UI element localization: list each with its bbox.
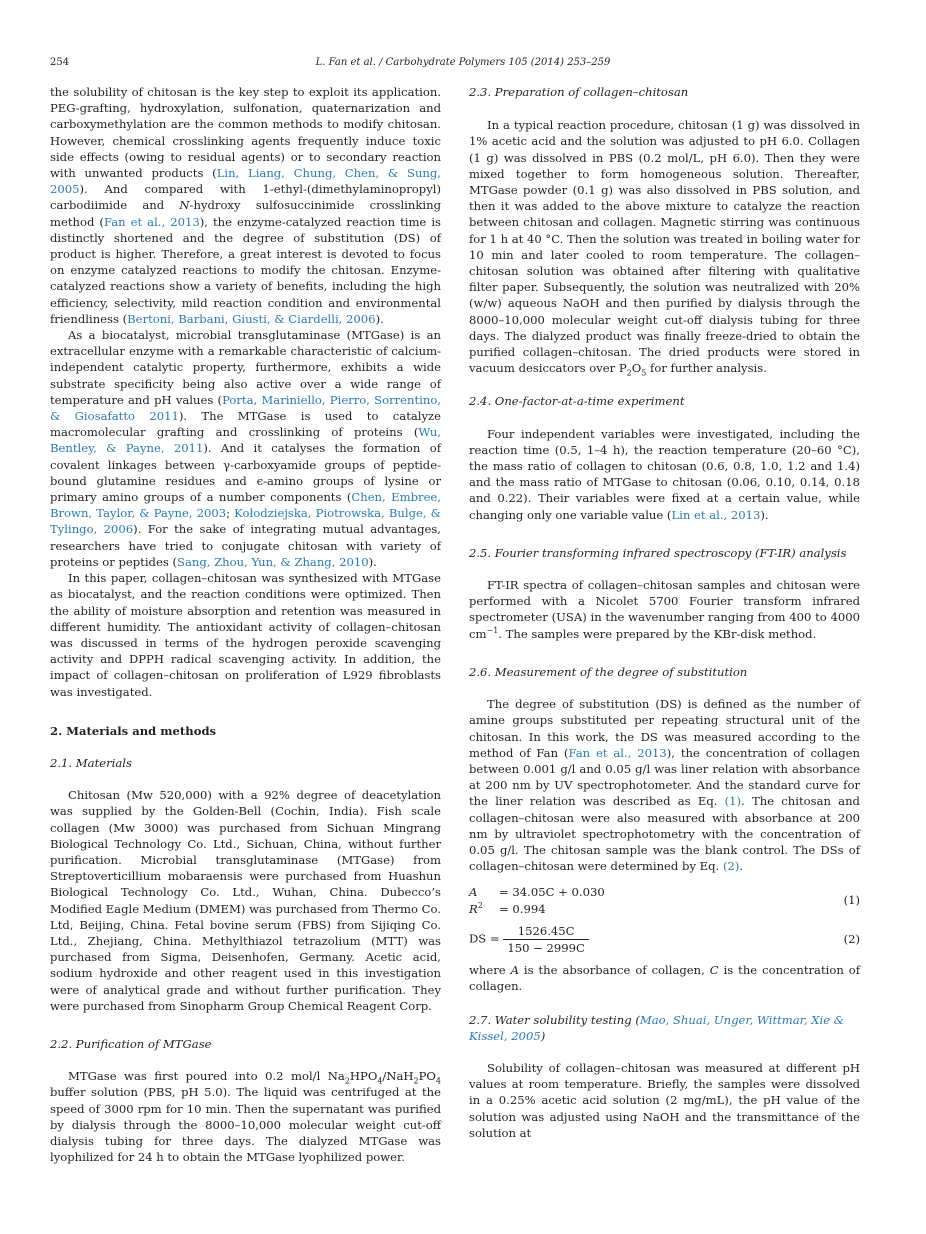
- page-number: 254: [50, 57, 70, 68]
- paragraph-ftir: FT-IR spectra of collagen–chitosan samples and chitosan were performed with a Nicolet 5700 Fourier transform infrared spectrometer (USA) in the wavenumber ranging from 400 to 4000 $cm^{-1}$. The samples were prepared by the KBr-disk method.: [469, 578, 860, 641]
- paragraph-equation-where: where A is the absorbance of collagen, C is the concentration of collagen.: [469, 963, 860, 994]
- subsection-heading-purification: 2.2. Purification of MTGase: [50, 1036, 212, 1051]
- equation-2: [469, 923, 860, 956]
- running-title: L. Fan et al. / Carbohydrate Polymers 105 (2014) 253–259: [315, 57, 611, 68]
- paragraph-water-solubility: Solubility of collagen–chitosan was measured at different pH values at room temperature. Briefly, the samples were dissolved in a 0.25% acetic acid solution (2 mg/mL), the pH value of the solution was adjusted using NaOH and the transmittance of the solution at: [469, 1060, 860, 1140]
- citation-link[interactable]: Wu, Bentley, & Payne, 2011: [50, 425, 441, 456]
- paragraph-preparation: In a typical reaction procedure, chitosan (1 g) was dissolved in 1% acetic acid and the solution was adjusted to pH 6.0. Collagen (1 g) was dissolved in PBS (0.2 mol/L, pH 6.0). Then they were mixed together to form homogeneous solution. Thereafter, MTGase powder (0.1 g) was also dissolved in PBS solution, and then it was added to the above mixture to catalyze the reaction between chitosan and collagen. Magnetic stirring was continuous for 1 h at 40 °C. Then the solution was treated in boiling water for 10 min and later cooled to room temperature. The collagen–chitosan solution was obtained after filtering with qualitative filter paper. Subsequently, the solution was neutralized with 20% (w/w) aqueous NaOH and then purified by dialysis through the 8000–10,000 molecular weight cut-off dialysis tubing for three days. The dialyzed product was finally freeze-dried to obtain the purified collagen–chitosan. The dried products were stored in vacuum desiccators over $P_2O_5$ for further analysis.: [469, 118, 860, 378]
- subsection-heading-materials: 2.1. Materials: [50, 755, 132, 770]
- paragraph-one-factor: Four independent variables were investigated, including the reaction time (0.5, 1–4 h), the reaction temperature (20–60 °C), the mass ratio of collagen to chitosan (0.6, 0.8, 1.0, 1.2 and 1.4) and the mass ratio of MTGase to chitosan (0.06, 0.10, 0.14, 0.18 and 0.22). Their variables were fixed at a certain value, while changing only one variable value (Lin et al., 2013).: [469, 426, 860, 522]
- citation-link[interactable]: Bertoni, Barbani, Giusti, & Ciardelli, 2006: [127, 311, 376, 326]
- eq2-numerator: 1526.45C: [503, 923, 589, 940]
- subsection-heading-degree-substitution: 2.6. Measurement of the degree of substitution: [469, 664, 748, 679]
- citation-link[interactable]: Fan et al., 2013: [568, 745, 667, 760]
- subsection-heading-ftir: 2.5. Fourier transforming infrared spectroscopy (FT-IR) analysis: [469, 545, 847, 560]
- equation-reference-link[interactable]: (1): [724, 794, 742, 809]
- paragraph-purification: MTGase was first poured into 0.2 mol/l $Na_2HPO_4/NaH_2PO_4$ buffer solution (PBS, pH 5.0). The liquid was centrifuged at the speed of 3000 rpm for 10 min. Then the supernatant was purified by dialysis through the 8000–10,000 molecular weight cut-off dialysis tubing for three days. The dialyzed MTGase was lyophilized for 24 h to obtain the MTGase lyophilized power.: [50, 1069, 441, 1165]
- eq1-rhs-a: = 34.05C + 0.030: [499, 885, 605, 900]
- equation-reference-link[interactable]: (2): [722, 859, 740, 874]
- equation-1: A = 34.05C + 0.030 (1) $R^2$ = 0.994: [469, 885, 860, 916]
- subsection-heading-water-solubility: 2.7. Water solubility testing (Mao, Shuai, Unger, Wittmar, Xie & Kissel, 2005): [469, 1012, 845, 1043]
- citation-link[interactable]: Porta, Mariniello, Pierro, Sorrentino, & Giosafatto 2011: [50, 392, 441, 424]
- eq2-lhs: DS =: [469, 931, 500, 946]
- section-heading-materials-methods: 2. Materials and methods: [50, 723, 217, 738]
- paragraph-intro-continued: the solubility of chitosan is the key step to exploit its application. PEG-grafting, hydroxylation, sulfonation, quaternarization and carboxymethylation are the common methods to modify chitosan. However, chemical crosslinking agents frequently induce toxic side effects (owing to residual agents) or to secondary reaction with unwanted products (Lin, Liang, Chung, Chen, & Sung, 2005). And compared with 1-ethyl-(dimethylaminopropyl) carbodiimide and N-hydroxy sulfosuccinimide crosslinking method (Fan et al., 2013), the enzyme-catalyzed reaction time is distinctly shortened and the degree of substitution (DS) of product is higher. Therefore, a great interest is devoted to focus on enzyme catalyzed reactions to modify the chitosan. Enzyme-catalyzed reactions show a variety of benefits, including the high efficiency, selectivity, mild reaction condition and environmental friendliness (Bertoni, Barbani, Giusti, & Ciardelli, 2006).: [50, 85, 442, 326]
- citation-link[interactable]: Fan et al., 2013: [103, 214, 200, 229]
- eq2-number: (2): [843, 932, 860, 947]
- citation-link[interactable]: Sang, Zhou, Yun, & Zhang, 2010: [177, 554, 369, 569]
- paragraph-materials: Chitosan (Mw 520,000) with a 92% degree of deacetylation was supplied by the Golden-Bell (Cochin, India). Fish scale collagen (Mw 3000) was purchased from Sichuan Mingrang Biological Technology Co. Ltd., Sichuan, China, without further purification. Microbial transglutaminase (MTGase) from Streptoverticillium mobaraensis were purchased from Huashun Biological Technology Co. Ltd., Wuhan, China. Dubecco’s Modified Eagle Medium (DMEM) was purchased from Thermo Co. Ltd, Beijing, China. Fetal bovine serum (FBS) from Sijiqing Co. Ltd., Zhejiang, China. Methylthiazol tetrazolium (MTT) was purchased from Sigma, Deisenhofen, Germany. Acetic acid, sodium hydroxide and other reagent used in this investigation were of analytical grade and without further purification. They were purchased from Sinopharm Group Chemical Reagent Corp.: [50, 788, 441, 1013]
- eq2-fraction: [503, 923, 589, 956]
- subsection-heading-one-factor: 2.4. One-factor-at-a-time experiment: [469, 394, 685, 409]
- citation-link[interactable]: Lin, Liang, Chung, Chen, & Sung, 2005: [50, 166, 441, 197]
- eq1-lhs-r: R: [469, 901, 478, 916]
- paragraph-degree-substitution: The degree of substitution (DS) is defined as the number of amine groups substituted per repeating structural unit of the chitosan. In this work, the DS was measured according to the method of Fan (Fan et al., 2013), the concentration of collagen between 0.001 g/l and 0.05 g/l was liner relation with absorbance at 200 nm by UV spectrophotometer. And the standard curve for the liner relation was described as Eq. (1). The chitosan and collagen–chitosan were also measured with absorbance at 200 nm by ultraviolet spectrophotometry with the concentration of 0.05 g/l. The chitosan sample was the blank control. The DSs of collagen–chitosan were determined by Eq. (2).: [469, 697, 860, 874]
- citation-link[interactable]: Kołodziejska, Piotrowska, Bulge, & Tylingo, 2006: [50, 506, 442, 537]
- paragraph-this-paper: In this paper, collagen–chitosan was synthesized with MTGase as biocatalyst, and the reaction conditions were optimized. Then the ability of moisture absorption and retention was measured in different humidity. The antioxidant activity of collagen–chitosan was discussed in terms of the hydrogen peroxide scavenging activity and DPPH radical scavenging activity. In addition, the impact of collagen–chitosan on proliferation of L929 fibroblasts was investigated.: [50, 571, 441, 699]
- eq1-lhs-a: A: [469, 885, 478, 900]
- citation-link[interactable]: Chen, Embree, Brown, Taylor, & Payne, 2003: [50, 490, 441, 521]
- eq2-denominator: 150 − 2999C: [507, 940, 585, 955]
- subsection-heading-preparation: 2.3. Preparation of collagen–chitosan: [469, 85, 689, 99]
- eq1-number: (1): [843, 893, 860, 908]
- citation-link[interactable]: Lin et al., 2013: [671, 507, 761, 522]
- paragraph-mtgase: As a biocatalyst, microbial transglutaminase (MTGase) is an extracellular enzyme with a remarkable characteristic of calcium-independent catalytic property, furthermore, exhibits a wide substrate specificity being also active over a wide range of temperature and pH values (Porta, Mariniello, Pierro, Sorrentino, & Giosafatto 2011). The MTGase is used to catalyze macromolecular grafting and crosslinking of proteins (Wu, Bentley, & Payne, 2011). And it catalyses the formation of covalent linkages between γ-carboxyamide groups of peptide-bound glutamine residues and ϵ-amino groups of lysine or primary amino groups of a number components (Chen, Embree, Brown, Taylor, & Payne, 2003; Kołodziejska, Piotrowska, Bulge, & Tylingo, 2006). For the sake of integrating mutual advantages, researchers have tried to conjugate chitosan with variety of proteins or peptides (Sang, Zhou, Yun, & Zhang, 2010).: [50, 328, 442, 569]
- citation-link[interactable]: Mao, Shuai, Unger, Wittmar, Xie & Kissel, 2005: [469, 1012, 845, 1043]
- right-column: [469, 84, 860, 1141]
- eq1-rhs-r: = 0.994: [499, 901, 546, 916]
- left-column: [50, 84, 441, 1165]
